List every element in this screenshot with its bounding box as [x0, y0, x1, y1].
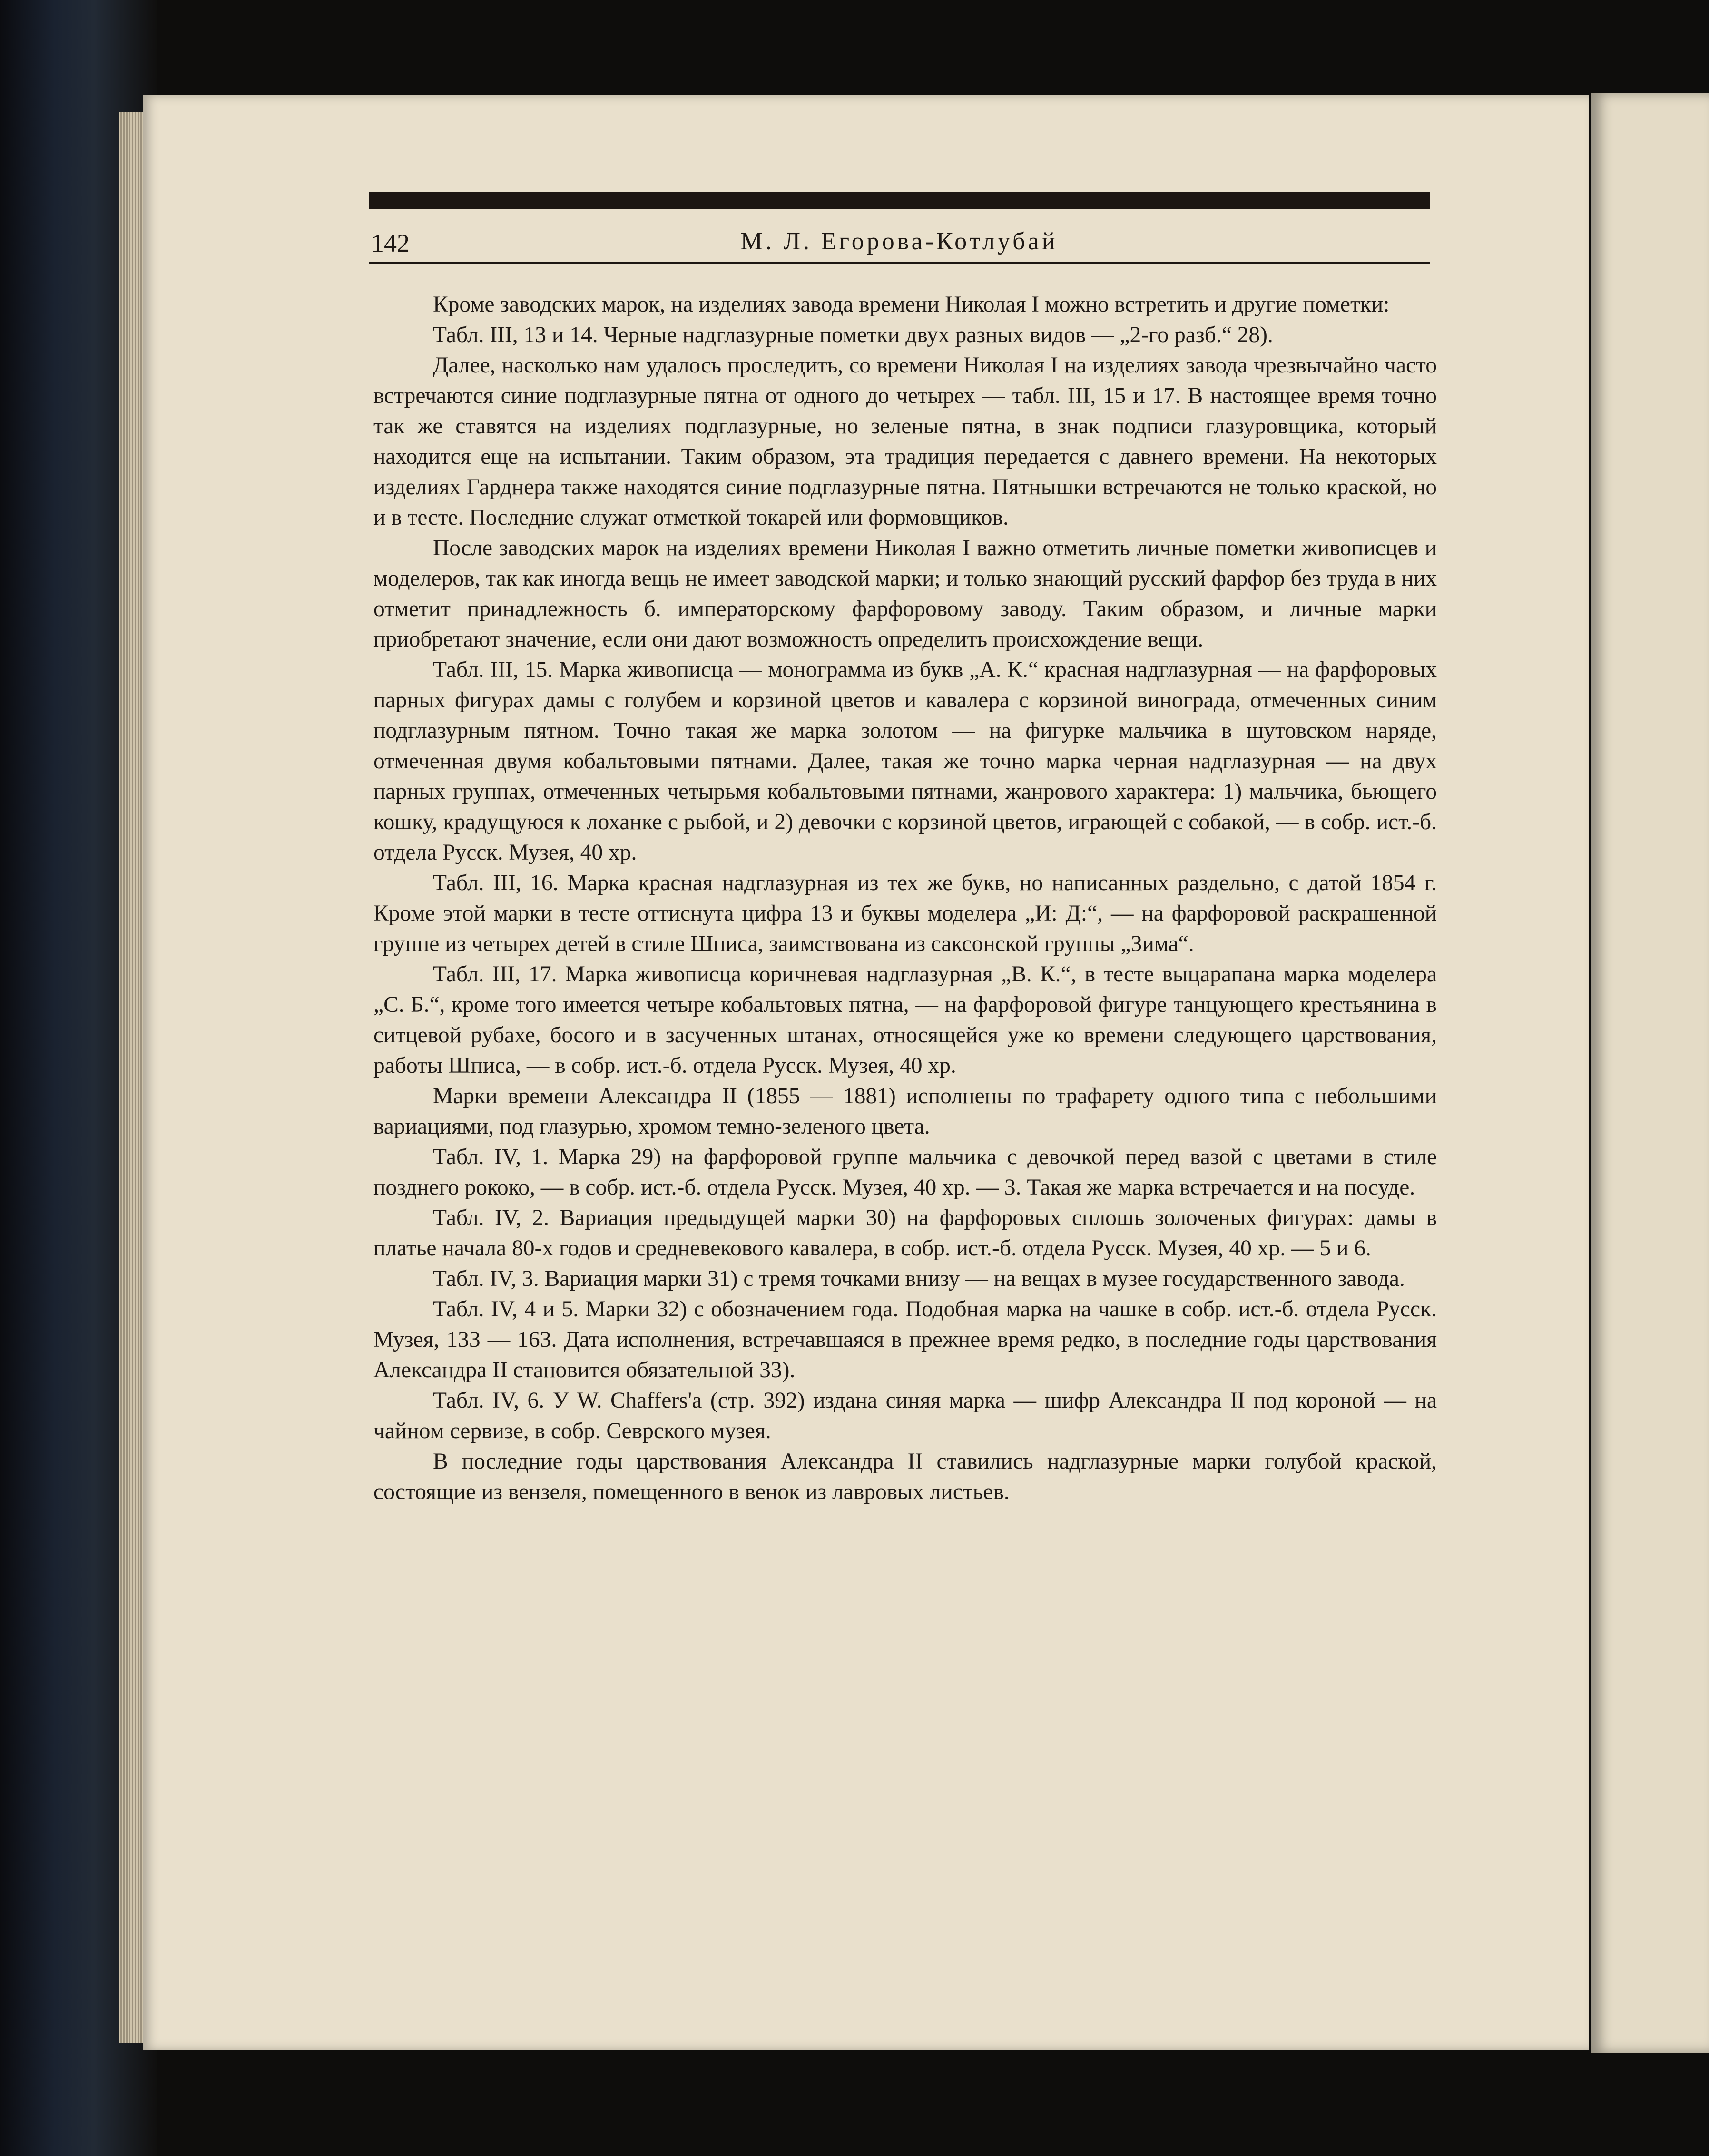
page-header [369, 224, 1430, 257]
header-thick-rule [369, 192, 1430, 209]
paragraph: Табл. IV, 2. Вариация предыдущей марки 30) на фарфоровых сплошь золоченых фигурах: дамы в платье начала 80-х годов и средневекового кавалера, в собр. ист.-б. отдела Русск. Музея, 40 хр. — 5 и 6. [373, 1205, 1437, 1261]
paragraph: Табл. III, 16. Марка красная надглазурная из тех же букв, но написанных раздельно, с датой 1854 г. Кроме этой марки в тесте оттиснута цифра 13 и буквы моделера „И: Д:“, — на фарфоровой раскрашенной группе из четырех детей в стиле Шписа, заимствована из саксонской группы „Зима“. [373, 871, 1437, 956]
paragraph: Далее, насколько нам удалось проследить, со времени Николая I на изделиях завода чрезвычайно часто встречаются синие подглазурные пятна от одного до четырех — табл. III, 15 и 17. В настоящее время точно так же ставятся на изделиях подглазурные, но зеленые пятна, в знак подписи глазуровщика, который находится еще на испытании. Таким образом, эта традиция передается с давнего времени. На некоторых изделиях Гарднера также находятся синие подглазурные пятна. Пятнышки встречаются не только краской, но и в тесте. Последние служат отметкой токарей или формовщиков. [373, 353, 1437, 530]
paragraph: Марки времени Александра II (1855 — 1881) исполнены по трафарету одного типа с небольшими вариациями, под глазурью, хромом темно-зеленого цвета. [373, 1084, 1437, 1139]
header-thin-rule [369, 262, 1430, 264]
facing-page-edge [1591, 93, 1709, 2053]
paragraph: После заводских марок на изделиях времени Николая I важно отметить личные пометки живописцев и моделеров, так как иногда вещь не имеет заводской марки; и только знающий русский фарфор без труда в них отметит принадлежность б. императорскому фарфоровому заводу. Таким образом, и личные марки приобретают значение, если они дают возможность определить происхождение вещи. [373, 536, 1437, 652]
paragraph: Табл. IV, 4 и 5. Марки 32) с обозначением года. Подобная марка на чашке в собр. ист.-б. отдела Русск. Музея, 133 — 163. Дата исполнения, встречавшаяся в прежнее время редко, в последние годы царствования Александра II становится обязательной 33). [373, 1297, 1437, 1382]
paragraph: Табл. III, 13 и 14. Черные надглазурные пометки двух разных видов — „2-го разб.“ 28). [433, 323, 1273, 347]
paragraph: В последние годы царствования Александра II ставились надглазурные марки голубой краской, состоящие из вензеля, помещенного в венок из лавровых листьев. [373, 1449, 1437, 1504]
page-number: 142 [371, 229, 410, 257]
paragraph: Табл. III, 17. Марка живописца коричневая надглазурная „В. К.“, в тесте выцарапана марка моделера „С. Б.“, кроме того имеется четыре кобальтовых пятна, — на фарфоровой фигуре танцующего крестьянина в ситцевой рубахе, босого и в засученных штанах, относящейся уже ко времени следующего царствования, работы Шписа, — в собр. ист.-б. отдела Русск. Музея, 40 хр. [373, 962, 1437, 1078]
paragraph: Табл. IV, 6. У W. Chaffers'a (стр. 392) издана синяя марка — шифр Александра II под короной — на чайном сервизе, в собр. Севрского музея. [373, 1388, 1437, 1443]
paragraph: Табл. III, 15. Марка живописца — монограмма из букв „А. К.“ красная надглазурная — на фарфоровых парных фигурах дамы с голубем и корзиной цветов и кавалера с корзиной винограда, отмеченных синим подглазурным пятном. Точно такая же марка золотом — на фигурке мальчика в шутовском наряде, отмеченная двумя кобальтовыми пятнами. Далее, такая же точно марка черная надглазурная — на двух парных группах, отмеченных четырьмя кобальтовыми пятнами, жанрового характера: 1) мальчика, бьющего кошку, крадущуюся к лоханке с рыбой, и 2) девочки с корзиной цветов, играющей с собакой, — в собр. ист.-б. отдела Русск. Музея, 40 хр. [373, 657, 1437, 865]
paragraph: Табл. IV, 3. Вариация марки 31) с тремя точками внизу — на вещах в музее государственного завода. [433, 1266, 1405, 1291]
running-title: М. Л. Егорова-Котлубай [740, 228, 1058, 255]
paragraph: Кроме заводских марок, на изделиях завода времени Николая I можно встретить и другие пометки: [433, 292, 1390, 317]
article-body [373, 289, 1437, 1507]
paragraph: Табл. IV, 1. Марка 29) на фарфоровой группе мальчика с девочкой перед вазой с цветами в стиле позднего рококо, — в собр. ист.-б. отдела Русск. Музея, 40 хр. — 3. Такая же марка встречается и на посуде. [373, 1145, 1437, 1200]
